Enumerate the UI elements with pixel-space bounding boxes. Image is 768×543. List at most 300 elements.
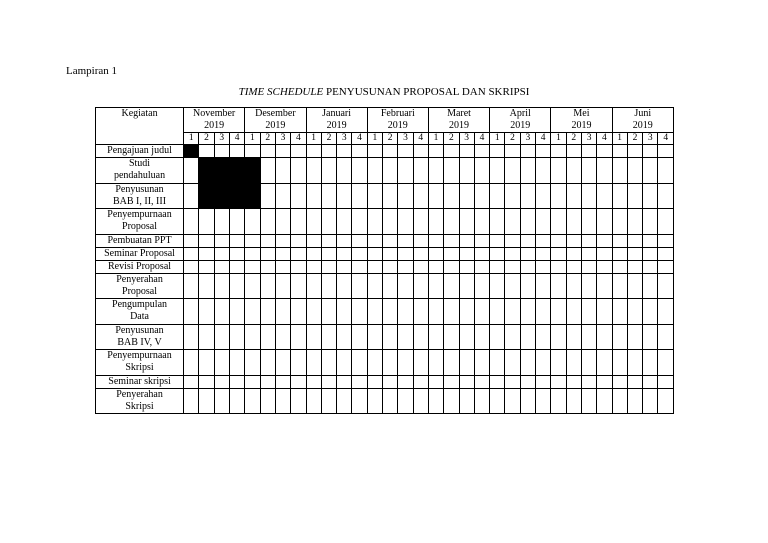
- schedule-cell: [306, 324, 321, 350]
- schedule-cell: [490, 273, 505, 299]
- table-row: [96, 324, 674, 350]
- schedule-cell: [612, 234, 627, 247]
- schedule-cell: [367, 158, 382, 184]
- week-number: 4: [291, 133, 306, 145]
- schedule-cell: [581, 273, 596, 299]
- activity-cell: [96, 209, 184, 235]
- schedule-cell: [536, 388, 551, 414]
- schedule-cell: [291, 183, 306, 209]
- schedule-cell: [413, 234, 428, 247]
- schedule-cell: [658, 209, 674, 235]
- week-number: 3: [275, 133, 290, 145]
- schedule-cell: [566, 350, 581, 376]
- schedule-cell: [184, 260, 199, 273]
- schedule-cell: [229, 375, 244, 388]
- schedule-cell: [627, 209, 642, 235]
- schedule-cell: [413, 299, 428, 325]
- schedule-cell: [413, 247, 428, 260]
- schedule-cell: [612, 145, 627, 158]
- schedule-cell: [612, 299, 627, 325]
- title-italic: TIME SCHEDULE: [238, 86, 324, 98]
- schedule-cell: [566, 375, 581, 388]
- schedule-cell: [643, 183, 658, 209]
- schedule-cell: [184, 299, 199, 325]
- schedule-cell: [214, 299, 229, 325]
- schedule-cell: [398, 260, 413, 273]
- schedule-cell: [536, 299, 551, 325]
- table-row: [96, 388, 674, 414]
- schedule-cell: [367, 375, 382, 388]
- schedule-cell: [260, 324, 275, 350]
- schedule-cell: [490, 145, 505, 158]
- schedule-cell: [352, 299, 367, 325]
- schedule-cell: [413, 350, 428, 376]
- week-number: 1: [367, 133, 382, 145]
- schedule-cell: [260, 299, 275, 325]
- schedule-cell: [581, 158, 596, 184]
- schedule-cell: [306, 234, 321, 247]
- schedule-cell: [291, 234, 306, 247]
- schedule-cell: [505, 299, 520, 325]
- schedule-cell: [245, 299, 260, 325]
- activity-cell: [96, 158, 184, 184]
- schedule-cell: [444, 234, 459, 247]
- month-header: [428, 108, 489, 133]
- schedule-cell: [398, 299, 413, 325]
- schedule-cell: [306, 209, 321, 235]
- schedule-cell: [199, 234, 214, 247]
- schedule-cell: [581, 183, 596, 209]
- schedule-cell: [214, 247, 229, 260]
- schedule-cell: [337, 158, 352, 184]
- schedule-cell: [306, 260, 321, 273]
- schedule-cell: [551, 158, 566, 184]
- schedule-cell: [536, 247, 551, 260]
- week-number: 2: [444, 133, 459, 145]
- schedule-cell: [597, 145, 612, 158]
- schedule-cell: [627, 158, 642, 184]
- schedule-cell: [520, 234, 535, 247]
- schedule-cell: [658, 388, 674, 414]
- schedule-cell: [275, 209, 290, 235]
- schedule-cell: [444, 183, 459, 209]
- schedule-cell: [367, 209, 382, 235]
- schedule-cell: [229, 324, 244, 350]
- schedule-cell: [199, 260, 214, 273]
- month-year: 2019: [449, 120, 469, 131]
- schedule-cell: [490, 324, 505, 350]
- activity-label: Skripsi: [125, 362, 154, 374]
- schedule-cell-filled: [214, 158, 229, 184]
- schedule-cell: [428, 260, 443, 273]
- schedule-cell: [612, 260, 627, 273]
- schedule-cell: [413, 388, 428, 414]
- schedule-cell: [459, 234, 474, 247]
- schedule-cell: [184, 273, 199, 299]
- schedule-cell: [199, 273, 214, 299]
- week-number: 2: [321, 133, 336, 145]
- schedule-cell: [398, 273, 413, 299]
- schedule-cell: [658, 299, 674, 325]
- schedule-cell: [520, 209, 535, 235]
- table-row: [96, 260, 674, 273]
- schedule-cell: [245, 375, 260, 388]
- schedule-cell: [291, 299, 306, 325]
- schedule-cell: [245, 388, 260, 414]
- schedule-cell: [275, 324, 290, 350]
- schedule-cell: [643, 375, 658, 388]
- table-row: [96, 273, 674, 299]
- month-year: 2019: [571, 120, 592, 131]
- activity-cell: [96, 260, 184, 273]
- schedule-cell: [474, 158, 489, 184]
- schedule-cell: [444, 375, 459, 388]
- schedule-cell: [505, 247, 520, 260]
- schedule-cell: [490, 183, 505, 209]
- schedule-cell: [199, 350, 214, 376]
- schedule-cell: [551, 234, 566, 247]
- schedule-cell: [658, 273, 674, 299]
- schedule-cell: [260, 247, 275, 260]
- schedule-cell: [398, 234, 413, 247]
- schedule-cell: [658, 158, 674, 184]
- schedule-cell: [413, 145, 428, 158]
- schedule-cell: [566, 247, 581, 260]
- activity-label: Proposal: [122, 221, 158, 233]
- schedule-cell: [551, 375, 566, 388]
- schedule-cell: [581, 299, 596, 325]
- activity-label: Skripsi: [125, 400, 154, 412]
- schedule-cell: [643, 324, 658, 350]
- schedule-cell: [367, 247, 382, 260]
- schedule-cell: [474, 234, 489, 247]
- schedule-cell: [581, 247, 596, 260]
- schedule-cell: [260, 234, 275, 247]
- schedule-cell: [321, 234, 336, 247]
- table-row: [96, 247, 674, 260]
- schedule-cell: [260, 158, 275, 184]
- week-number: 3: [520, 133, 535, 145]
- schedule-cell: [627, 145, 642, 158]
- schedule-cell: [566, 324, 581, 350]
- schedule-cell: [444, 247, 459, 260]
- schedule-cell: [398, 388, 413, 414]
- schedule-cell: [321, 145, 336, 158]
- schedule-cell: [474, 183, 489, 209]
- week-number: 4: [536, 133, 551, 145]
- schedule-cell: [398, 183, 413, 209]
- week-number: 2: [260, 133, 275, 145]
- schedule-cell: [520, 324, 535, 350]
- table-row: [96, 234, 674, 247]
- schedule-cell: [291, 145, 306, 158]
- schedule-cell: [474, 247, 489, 260]
- schedule-cell: [520, 183, 535, 209]
- schedule-cell: [597, 247, 612, 260]
- schedule-cell: [260, 260, 275, 273]
- schedule-cell: [199, 375, 214, 388]
- schedule-cell: [275, 247, 290, 260]
- schedule-cell: [383, 350, 398, 376]
- schedule-cell: [398, 375, 413, 388]
- schedule-cell: [245, 350, 260, 376]
- schedule-cell: [658, 183, 674, 209]
- month-year: 2019: [265, 120, 286, 131]
- schedule-cell: [398, 145, 413, 158]
- schedule-cell: [520, 145, 535, 158]
- schedule-cell: [428, 388, 443, 414]
- schedule-cell: [643, 299, 658, 325]
- week-number: 2: [505, 133, 520, 145]
- schedule-cell: [520, 350, 535, 376]
- month-name: Juni: [634, 108, 652, 119]
- schedule-cell: [566, 158, 581, 184]
- schedule-cell: [398, 158, 413, 184]
- activity-cell: [96, 273, 184, 299]
- schedule-cell: [275, 158, 290, 184]
- schedule-cell: [383, 299, 398, 325]
- schedule-cell: [444, 209, 459, 235]
- schedule-cell: [444, 324, 459, 350]
- activity-label: Penyerahan: [116, 273, 163, 285]
- schedule-cell: [321, 375, 336, 388]
- schedule-cell: [214, 350, 229, 376]
- schedule-cell: [229, 350, 244, 376]
- schedule-cell: [444, 350, 459, 376]
- schedule-cell: [321, 273, 336, 299]
- activity-cell: [96, 299, 184, 325]
- schedule-cell: [337, 388, 352, 414]
- schedule-cell: [505, 234, 520, 247]
- schedule-cell: [459, 260, 474, 273]
- appendix-label: Lampiran 1: [66, 65, 118, 77]
- schedule-cell: [367, 145, 382, 158]
- schedule-cell: [551, 299, 566, 325]
- schedule-cell: [597, 350, 612, 376]
- schedule-cell: [306, 375, 321, 388]
- schedule-cell: [536, 209, 551, 235]
- table-row: [96, 375, 674, 388]
- schedule-cell: [321, 350, 336, 376]
- schedule-cell: [627, 247, 642, 260]
- schedule-cell: [505, 158, 520, 184]
- schedule-cell: [291, 273, 306, 299]
- schedule-cell: [459, 158, 474, 184]
- schedule-cell: [184, 183, 199, 209]
- schedule-cell: [658, 324, 674, 350]
- schedule-cell: [245, 145, 260, 158]
- schedule-cell: [551, 350, 566, 376]
- schedule-cell: [260, 183, 275, 209]
- activity-label: Studi: [128, 158, 151, 170]
- schedule-cell: [398, 247, 413, 260]
- month-name: April: [509, 108, 531, 119]
- schedule-cell: [275, 273, 290, 299]
- schedule-cell: [260, 209, 275, 235]
- week-number: 3: [643, 133, 658, 145]
- schedule-cell: [229, 260, 244, 273]
- schedule-cell: [260, 375, 275, 388]
- schedule-cell: [643, 234, 658, 247]
- month-name: Februari: [380, 108, 415, 119]
- schedule-cell: [474, 273, 489, 299]
- schedule-cell: [275, 388, 290, 414]
- week-number: 1: [306, 133, 321, 145]
- schedule-cell: [505, 273, 520, 299]
- schedule-cell: [490, 247, 505, 260]
- month-header: [612, 108, 673, 133]
- month-year: 2019: [326, 120, 347, 131]
- schedule-cell: [612, 273, 627, 299]
- activity-cell: [96, 145, 184, 158]
- schedule-cell: [444, 273, 459, 299]
- schedule-cell-filled: [184, 145, 199, 158]
- schedule-cell: [597, 388, 612, 414]
- schedule-cell: [367, 260, 382, 273]
- schedule-cell: [459, 350, 474, 376]
- schedule-cell: [260, 145, 275, 158]
- month-name: Desember: [255, 108, 296, 119]
- schedule-cell: [536, 234, 551, 247]
- schedule-cell: [321, 324, 336, 350]
- schedule-cell: [597, 260, 612, 273]
- month-header: [184, 108, 245, 133]
- schedule-cell: [536, 324, 551, 350]
- week-number: 3: [398, 133, 413, 145]
- schedule-cell: [306, 183, 321, 209]
- schedule-cell: [199, 324, 214, 350]
- schedule-cell: [352, 350, 367, 376]
- schedule-cell: [337, 260, 352, 273]
- schedule-cell: [536, 375, 551, 388]
- schedule-cell: [214, 273, 229, 299]
- schedule-cell: [459, 247, 474, 260]
- schedule-cell: [383, 273, 398, 299]
- activity-label: Pembuatan PPT: [107, 234, 172, 246]
- schedule-cell: [520, 388, 535, 414]
- schedule-cell: [352, 273, 367, 299]
- week-number: 3: [459, 133, 474, 145]
- table-row: [96, 299, 674, 325]
- schedule-cell: [184, 350, 199, 376]
- schedule-cell: [214, 145, 229, 158]
- month-name: Januari: [322, 108, 352, 119]
- week-number: 1: [428, 133, 443, 145]
- schedule-cell: [413, 209, 428, 235]
- schedule-cell: [612, 158, 627, 184]
- schedule-cell: [505, 183, 520, 209]
- schedule-cell: [612, 247, 627, 260]
- schedule-cell: [413, 273, 428, 299]
- schedule-cell: [627, 260, 642, 273]
- activity-label: Penyerahan: [116, 388, 163, 400]
- schedule-cell: [551, 273, 566, 299]
- schedule-cell: [566, 183, 581, 209]
- schedule-cell: [306, 388, 321, 414]
- schedule-cell: [581, 209, 596, 235]
- schedule-cell: [643, 260, 658, 273]
- schedule-cell: [428, 183, 443, 209]
- activity-label: Data: [130, 311, 149, 323]
- schedule-cell: [352, 158, 367, 184]
- week-number: 4: [474, 133, 489, 145]
- schedule-cell: [352, 183, 367, 209]
- schedule-cell: [520, 375, 535, 388]
- week-number: 3: [337, 133, 352, 145]
- schedule-cell: [383, 260, 398, 273]
- schedule-cell: [444, 158, 459, 184]
- schedule-cell: [459, 273, 474, 299]
- schedule-cell: [428, 299, 443, 325]
- table-row: [96, 209, 674, 235]
- schedule-cell: [398, 350, 413, 376]
- schedule-cell: [260, 350, 275, 376]
- activity-cell: [96, 247, 184, 260]
- schedule-cell: [229, 388, 244, 414]
- schedule-cell: [229, 209, 244, 235]
- schedule-cell: [627, 375, 642, 388]
- schedule-cell: [275, 299, 290, 325]
- schedule-cell: [474, 375, 489, 388]
- activity-label: BAB I, II, III: [113, 195, 167, 207]
- schedule-cell: [444, 145, 459, 158]
- schedule-cell: [428, 324, 443, 350]
- table-row: [96, 145, 674, 158]
- schedule-cell: [627, 350, 642, 376]
- schedule-cell: [428, 209, 443, 235]
- schedule-cell: [428, 158, 443, 184]
- schedule-cell-filled: [245, 183, 260, 209]
- schedule-cell: [566, 273, 581, 299]
- schedule-cell: [474, 260, 489, 273]
- schedule-cell: [490, 260, 505, 273]
- schedule-cell: [612, 388, 627, 414]
- week-number: 2: [566, 133, 581, 145]
- schedule-cell: [337, 247, 352, 260]
- schedule-cell-filled: [199, 183, 214, 209]
- schedule-cell: [643, 350, 658, 376]
- month-header: [490, 108, 551, 133]
- schedule-cell-filled: [229, 158, 244, 184]
- schedule-cell: [367, 350, 382, 376]
- schedule-cell: [643, 273, 658, 299]
- schedule-cell: [413, 375, 428, 388]
- schedule-cell: [612, 350, 627, 376]
- activity-label: Penyusunan: [115, 324, 164, 336]
- week-number: 1: [551, 133, 566, 145]
- schedule-cell: [536, 350, 551, 376]
- schedule-cell: [245, 234, 260, 247]
- month-year: 2019: [204, 120, 225, 131]
- month-year: 2019: [510, 120, 531, 131]
- week-number: 3: [581, 133, 596, 145]
- schedule-cell: [367, 299, 382, 325]
- schedule-cell: [551, 324, 566, 350]
- schedule-cell: [291, 324, 306, 350]
- schedule-cell: [627, 234, 642, 247]
- schedule-cell: [383, 375, 398, 388]
- schedule-cell: [490, 299, 505, 325]
- month-year: 2019: [632, 120, 653, 131]
- schedule-cell-filled: [214, 183, 229, 209]
- activity-label: Revisi Proposal: [107, 260, 172, 272]
- schedule-cell: [413, 324, 428, 350]
- schedule-cell: [337, 375, 352, 388]
- month-header: [551, 108, 612, 133]
- schedule-cell: [566, 234, 581, 247]
- schedule-cell: [658, 145, 674, 158]
- schedule-cell: [658, 350, 674, 376]
